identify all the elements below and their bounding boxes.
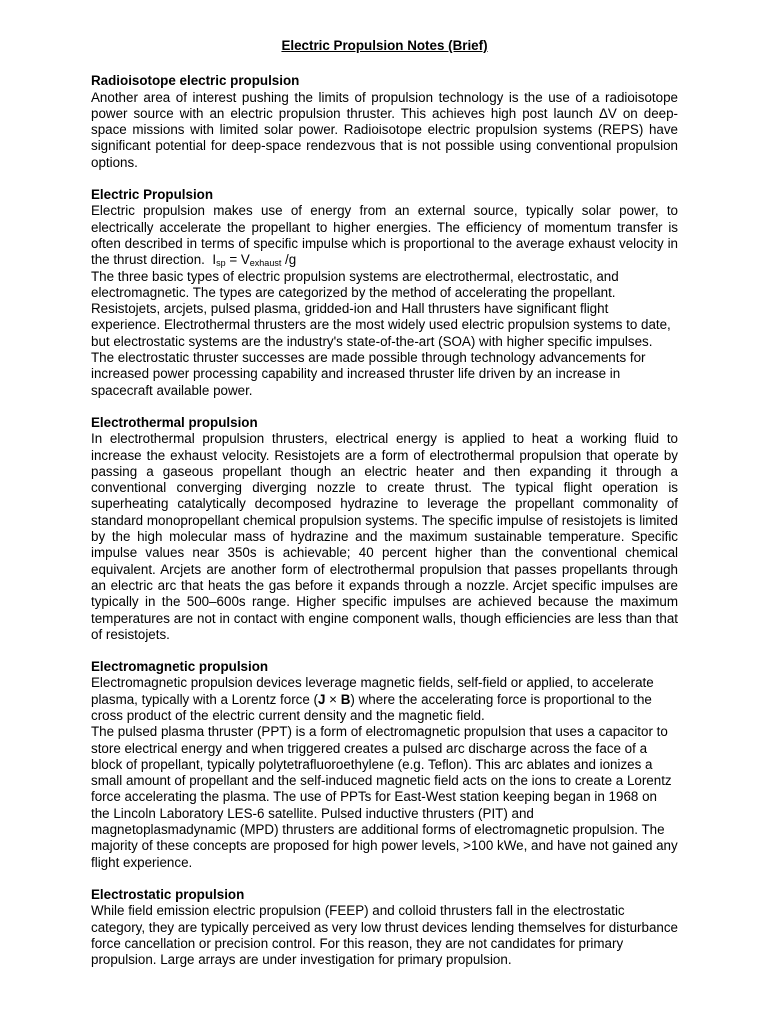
section-paragraph: Another area of interest pushing the limits of propulsion technology is the use of a radioisotope power source with an electric propulsion thruster. This achieves high post launch ΔV on deep-space missions with limited solar power. Radioisotope electric propulsion systems (REPS) have significant potential for deep-space rendezvous that is not possible using conventional propulsion options. bbox=[91, 89, 678, 170]
section-paragraph: In electrothermal propulsion thrusters, electrical energy is applied to heat a working fluid to increase the exhaust velocity. Resistojets are a form of electrothermal propulsion that operate by passing a gaseous propellant though an electric heater and then expanding it through a conventional converging diverging nozzle to create thrust. The typical flight operation is superheating catalytically decomposed hydrazine to leverage the propellant commonality of standard monopropellant chemical propulsion systems. The specific impulse of resistojets is limited by the high molecular mass of hydrazine and the maximum sustainable temperature. Specific impulse values near 350s is achievable; 40 percent higher than the conventional chemical equivalent. Arcjets are another form of electrothermal propulsion that passes propellants through an electric arc that heats the gas before it expands through a nozzle. Arcjet specific impulses are typically in the 500–600s range. Higher specific impulses are achieved because the maximum temperatures are not in contact with engine component walls, though efficiencies are less than that of resistojets. bbox=[91, 431, 678, 642]
section-heading: Electrothermal propulsion bbox=[91, 414, 258, 430]
section-heading: Electric Propulsion bbox=[91, 187, 214, 203]
section-electric-propulsion bbox=[91, 187, 678, 399]
section-paragraph bbox=[91, 203, 678, 268]
document-page bbox=[91, 38, 678, 984]
paragraph-text: Electric propulsion makes use of energy from an external source, typically solar power, to electrically accelerate the propellant to higher energies. The efficiency of momentum transfer is often described in terms of specific impulse which is proportional to the average exhaust velocity in the thrust direction. bbox=[91, 203, 678, 268]
section-paragraph: The pulsed plasma thruster (PPT) is a form of electromagnetic propulsion that uses a capacitor to store electrical energy and when triggered creates a pulsed arc discharge across the face of a block of propellant, typically polytetrafluoroethylene (e.g. Teflon). This arc ablates and ionizes a small amount of propellant and the self-induced magnetic field acts on the ions to create a Lorentz force accelerating the plasma. The use of PPTs for East-West station keeping began in 1968 on the Lincoln Laboratory LES-6 satellite. Pulsed inductive thrusters (PIT) and magnetoplasmadynamic (MPD) thrusters are additional forms of electromagnetic propulsion. The majority of these concepts are proposed for high power levels, >100 kWe, and have not gained any flight experience. bbox=[91, 724, 678, 870]
section-heading: Electromagnetic propulsion bbox=[91, 659, 269, 675]
section-electromagnetic bbox=[91, 659, 678, 871]
isp-formula: $I_{sp} = V_{exhaust}$ /g bbox=[212, 252, 297, 269]
section-electrothermal bbox=[91, 415, 678, 643]
section-paragraph: While field emission electric propulsion (FEEP) and colloid thrusters fall in the electrostatic category, they are typically perceived as very low thrust devices lending themselves for disturbance force cancellation or precision control. For this reason, they are not candidates for primary propulsion. Large arrays are under investigation for primary propulsion. bbox=[91, 903, 678, 968]
section-electrostatic bbox=[91, 887, 678, 968]
section-paragraph: Electromagnetic propulsion devices leverage magnetic fields, self-field or applied, to accelerate plasma, typically with a Lorentz force (J × B) where the accelerating force is proportional to the cross product of the electric current density and the magnetic field. bbox=[91, 675, 654, 723]
current-density-symbol: J bbox=[318, 691, 326, 707]
magnetic-field-symbol: B bbox=[340, 691, 351, 707]
section-heading: Electrostatic propulsion bbox=[91, 886, 245, 902]
section-radioisotope bbox=[91, 73, 678, 171]
section-paragraph: The three basic types of electric propulsion systems are electrothermal, electrostatic, and electromagnetic. The types are categorized by the method of accelerating the propellant. Resistojets, arcjets, pulsed plasma, gridded-ion and Hall thrusters have significant flight experience. Electrothermal thrusters are the most widely used electric propulsion systems to date, but electrostatic systems are the industry's state-of-the-art (SOA) with higher specific impulses. The electrostatic thruster successes are made possible through technology advancements for increased power processing capability and increased thruster life driven by an increase in spacecraft available power. bbox=[91, 268, 671, 398]
document-title: Electric Propulsion Notes (Brief) bbox=[281, 38, 488, 53]
section-heading: Radioisotope electric propulsion bbox=[91, 73, 300, 89]
